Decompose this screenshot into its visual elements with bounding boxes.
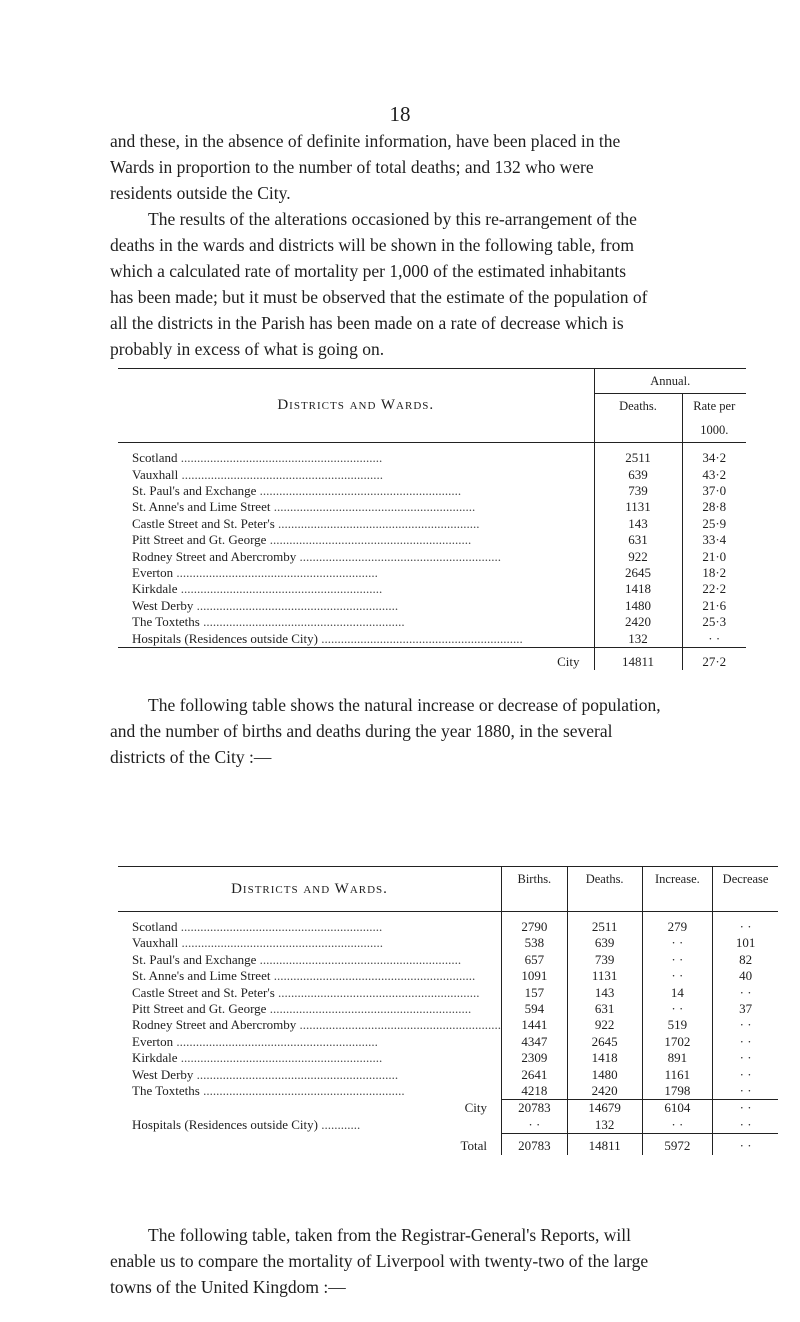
table-row — [118, 499, 746, 515]
rate-cell: 28·8 — [682, 499, 746, 515]
rate-cell: 37·0 — [682, 483, 746, 499]
deaths-cell: 143 — [567, 985, 642, 1001]
total-deaths: 14811 — [567, 1134, 642, 1155]
increase-cell: · · — [642, 952, 713, 968]
text-line: towns of the United Kingdom :— — [110, 1277, 346, 1297]
col-header-deaths: Deaths. — [594, 394, 682, 443]
deaths-cell: 2420 — [567, 1083, 642, 1100]
district-name: Kirkdale .............................................................. — [132, 581, 383, 597]
deaths-cell: 739 — [594, 483, 682, 499]
deaths-cell: 2511 — [594, 443, 682, 467]
table-row — [118, 1083, 778, 1100]
deaths-cell: 1418 — [594, 581, 682, 597]
city-births: 20783 — [502, 1100, 568, 1117]
increase-cell: · · — [642, 968, 713, 984]
text-line: Wards in proportion to the number of total deaths; and 132 who were — [110, 157, 594, 177]
district-name: The Toxteths .............................................................. — [132, 614, 405, 630]
district-name: West Derby .............................................................. — [132, 597, 399, 613]
deaths-cell: 639 — [567, 935, 642, 951]
table-row — [118, 968, 778, 984]
text-line: residents outside the City. — [110, 183, 291, 203]
rate-cell: 34·2 — [682, 443, 746, 467]
increase-cell: · · — [642, 935, 713, 951]
table-row — [118, 1050, 778, 1066]
deaths-cell: 2511 — [567, 912, 642, 936]
district-name: Pitt Street and Gt. George .............................................................. — [132, 532, 472, 548]
decrease-cell: 101 — [713, 935, 778, 951]
rate-cell: 22·2 — [682, 581, 746, 597]
decrease-cell: 37 — [713, 1001, 778, 1017]
rate-cell: 18·2 — [682, 565, 746, 581]
col-header-rate: Rate per 1000. — [682, 394, 746, 443]
text-line: enable us to compare the mortality of Liverpool with twenty-two of the large — [110, 1251, 649, 1271]
district-name: Everton .............................................................. — [132, 564, 378, 580]
rate-cell: 33·4 — [682, 532, 746, 548]
district-name: Rodney Street and Abercromby .............................................................. — [132, 548, 502, 564]
deaths-cell: 1418 — [567, 1050, 642, 1066]
table-row — [118, 532, 746, 548]
births-cell: 657 — [502, 952, 568, 968]
table-row — [118, 581, 746, 597]
rate-cell: · · — [682, 631, 746, 648]
table-row — [118, 1034, 778, 1050]
decrease-cell: · · — [713, 1083, 778, 1100]
district-name: St. Paul's and Exchange .............................................................. — [132, 482, 462, 498]
city-increase: 6104 — [642, 1100, 713, 1117]
deaths-cell: 1480 — [594, 598, 682, 614]
decrease-cell: 40 — [713, 968, 778, 984]
total-label: Total — [460, 1137, 488, 1153]
table-row — [118, 1017, 778, 1033]
deaths-cell: 2645 — [594, 565, 682, 581]
table-row — [118, 549, 746, 565]
paragraph-natural-increase — [110, 692, 742, 770]
total-deaths: 14811 — [594, 647, 682, 670]
increase-cell: 519 — [642, 1017, 713, 1033]
decrease-cell: 82 — [713, 952, 778, 968]
total-rate: 27·2 — [682, 647, 746, 670]
page-number: 18 — [389, 102, 411, 126]
text-line: The following table, taken from the Registrar-General's Reports, will — [148, 1225, 631, 1245]
total-births: 20783 — [502, 1134, 568, 1155]
decrease-cell: · · — [713, 1050, 778, 1066]
text-line: districts of the City :— — [110, 747, 272, 767]
births-cell: 4347 — [502, 1034, 568, 1050]
district-name: Pitt Street and Gt. George .............................................................. — [132, 1001, 472, 1017]
births-cell: 2790 — [502, 912, 568, 936]
increase-cell: 891 — [642, 1050, 713, 1066]
text-line: deaths in the wards and districts will be shown in the following table, from — [110, 235, 634, 255]
deaths-cell: 631 — [594, 532, 682, 548]
table-body — [118, 443, 746, 648]
table-row — [118, 985, 778, 1001]
col-header-decrease: Decrease — [713, 867, 778, 912]
paragraph-comparison — [110, 1222, 742, 1300]
district-name: Castle Street and St. Peter's .............................................................. — [132, 984, 480, 1000]
city-deaths: 14679 — [567, 1100, 642, 1117]
district-name: The Toxteths .............................................................. — [132, 1083, 405, 1099]
births-cell: 2641 — [502, 1067, 568, 1083]
col-header-annual: Annual. — [594, 369, 746, 394]
births-deaths-table — [118, 866, 778, 1155]
deaths-cell: 639 — [594, 467, 682, 483]
col-header-births: Births. — [502, 867, 568, 912]
table-row — [118, 952, 778, 968]
decrease-cell: · · — [713, 1017, 778, 1033]
deaths-cell: 1480 — [567, 1067, 642, 1083]
district-name: St. Anne's and Lime Street .............................................................. — [132, 499, 476, 515]
table-row — [118, 483, 746, 499]
district-name: Kirkdale .............................................................. — [132, 1050, 383, 1066]
district-name: Scotland .............................................................. — [132, 450, 383, 465]
text-line: and the number of births and deaths during the year 1880, in the several — [110, 721, 613, 741]
births-cell: 594 — [502, 1001, 568, 1017]
district-name: Castle Street and St. Peter's .............................................................. — [132, 515, 480, 531]
text-line: has been made; but it must be observed that the estimate of the population of — [110, 287, 648, 307]
table-row — [118, 614, 746, 630]
births-cell: 4218 — [502, 1083, 568, 1100]
district-name: Vauxhall .............................................................. — [132, 466, 383, 482]
births-cell: 538 — [502, 935, 568, 951]
district-name: Everton .............................................................. — [132, 1033, 378, 1049]
deaths-cell: 1131 — [567, 968, 642, 984]
table-row — [118, 1001, 778, 1017]
rate-cell: 25·3 — [682, 614, 746, 630]
decrease-cell: · · — [713, 912, 778, 936]
rate-cell: 21·6 — [682, 598, 746, 614]
table-row — [118, 516, 746, 532]
increase-cell: 1798 — [642, 1083, 713, 1100]
increase-cell: 279 — [642, 912, 713, 936]
births-cell: 157 — [502, 985, 568, 1001]
births-cell: 1441 — [502, 1017, 568, 1033]
deaths-cell: 631 — [567, 1001, 642, 1017]
table-row — [118, 912, 778, 936]
hospitals-decrease: · · — [713, 1117, 778, 1134]
hospitals-increase: · · — [642, 1117, 713, 1134]
increase-cell: 1702 — [642, 1034, 713, 1050]
births-cell: 2309 — [502, 1050, 568, 1066]
text-line: and these, in the absence of definite information, have been placed in the — [110, 131, 621, 151]
decrease-cell: · · — [713, 1034, 778, 1050]
decrease-cell: · · — [713, 985, 778, 1001]
increase-cell: · · — [642, 1001, 713, 1017]
table-row — [118, 631, 746, 648]
table-row — [118, 598, 746, 614]
col-header-districts: Districts and Wards. — [231, 880, 388, 897]
decrease-cell: · · — [713, 1067, 778, 1083]
city-decrease: · · — [713, 1100, 778, 1117]
table-row — [118, 935, 778, 951]
rate-cell: 21·0 — [682, 549, 746, 565]
text-line: all the districts in the Parish has been made on a rate of decrease which is — [110, 313, 624, 333]
mortality-rate-table — [118, 368, 746, 670]
deaths-cell: 922 — [567, 1017, 642, 1033]
text-line: probably in excess of what is going on. — [110, 339, 385, 359]
table-body — [118, 912, 778, 1100]
deaths-cell: 922 — [594, 549, 682, 565]
deaths-cell: 143 — [594, 516, 682, 532]
table-row — [118, 443, 746, 467]
col-header-districts: Districts and Wards. — [118, 369, 594, 443]
district-name: West Derby .............................................................. — [132, 1066, 399, 1082]
increase-cell: 14 — [642, 985, 713, 1001]
col-header-deaths: Deaths. — [567, 867, 642, 912]
district-name: St. Paul's and Exchange .............................................................. — [132, 951, 462, 967]
table-row — [118, 1067, 778, 1083]
table-row — [118, 565, 746, 581]
col-header-increase: Increase. — [642, 867, 713, 912]
deaths-cell: 132 — [594, 631, 682, 648]
text-line: which a calculated rate of mortality per 1,000 of the estimated inhabitants — [110, 261, 627, 281]
total-label: City — [557, 653, 580, 669]
deaths-cell: 1131 — [594, 499, 682, 515]
text-line: The following table shows the natural increase or decrease of population, — [148, 695, 661, 715]
text-line: The results of the alterations occasioned by this re-arrangement of the — [148, 209, 637, 229]
paragraph-intro — [110, 128, 742, 206]
hospitals-births: · · — [502, 1117, 568, 1134]
city-label: City — [464, 1099, 488, 1115]
table-row — [118, 467, 746, 483]
hospitals-label: Hospitals (Residences outside City) ............ — [132, 1116, 361, 1132]
district-name: St. Anne's and Lime Street .............................................................. — [132, 968, 476, 984]
paragraph-results — [110, 206, 742, 362]
total-decrease: · · — [713, 1134, 778, 1155]
births-cell: 1091 — [502, 968, 568, 984]
hospitals-deaths: 132 — [567, 1117, 642, 1134]
deaths-cell: 739 — [567, 952, 642, 968]
district-name: Hospitals (Residences outside City) .............................................................. — [132, 630, 523, 646]
district-name: Vauxhall .............................................................. — [132, 935, 383, 951]
rate-cell: 25·9 — [682, 516, 746, 532]
district-name: Scotland .............................................................. — [132, 919, 383, 934]
increase-cell: 1161 — [642, 1067, 713, 1083]
rate-cell: 43·2 — [682, 467, 746, 483]
deaths-cell: 2645 — [567, 1034, 642, 1050]
deaths-cell: 2420 — [594, 614, 682, 630]
total-increase: 5972 — [642, 1134, 713, 1155]
district-name: Rodney Street and Abercromby .............................................................. — [132, 1017, 502, 1033]
